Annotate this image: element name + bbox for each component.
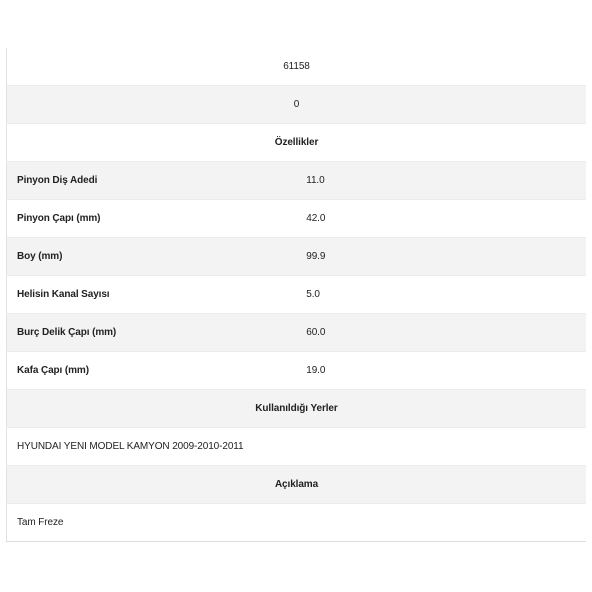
- table-row: [7, 504, 587, 542]
- description-heading-row: [7, 466, 587, 504]
- feature-label: Helisin Kanal Sayısı: [7, 276, 297, 314]
- feature-label: Boy (mm): [7, 238, 297, 276]
- product-code-cell: 61158: [7, 48, 587, 86]
- feature-label: Burç Delik Çapı (mm): [7, 314, 297, 352]
- table-row: [7, 314, 587, 352]
- feature-label: Kafa Çapı (mm): [7, 352, 297, 390]
- product-spec-table: [6, 48, 586, 542]
- feature-label: Pinyon Çapı (mm): [7, 200, 297, 238]
- table-row: [7, 162, 587, 200]
- description-heading: Açıklama: [7, 466, 587, 504]
- table-row: [7, 238, 587, 276]
- usage-heading-row: [7, 390, 587, 428]
- table-row: [7, 352, 587, 390]
- feature-value: 5.0: [296, 276, 586, 314]
- feature-value: 60.0: [296, 314, 586, 352]
- stock-count-cell: 0: [7, 86, 587, 124]
- table-row: [7, 276, 587, 314]
- feature-value: 99.9: [296, 238, 586, 276]
- feature-value: 19.0: [296, 352, 586, 390]
- features-heading-row: [7, 124, 587, 162]
- features-heading: Özellikler: [7, 124, 587, 162]
- feature-value: 42.0: [296, 200, 586, 238]
- table-row: [7, 428, 587, 466]
- feature-label: Pinyon Diş Adedi: [7, 162, 297, 200]
- table-row: [7, 48, 587, 86]
- description-text: Tam Freze: [7, 504, 587, 542]
- usage-text: HYUNDAI YENI MODEL KAMYON 2009-2010-2011: [7, 428, 587, 466]
- table-row: [7, 86, 587, 124]
- feature-value: 11.0: [296, 162, 586, 200]
- table-row: [7, 200, 587, 238]
- usage-heading: Kullanıldığı Yerler: [7, 390, 587, 428]
